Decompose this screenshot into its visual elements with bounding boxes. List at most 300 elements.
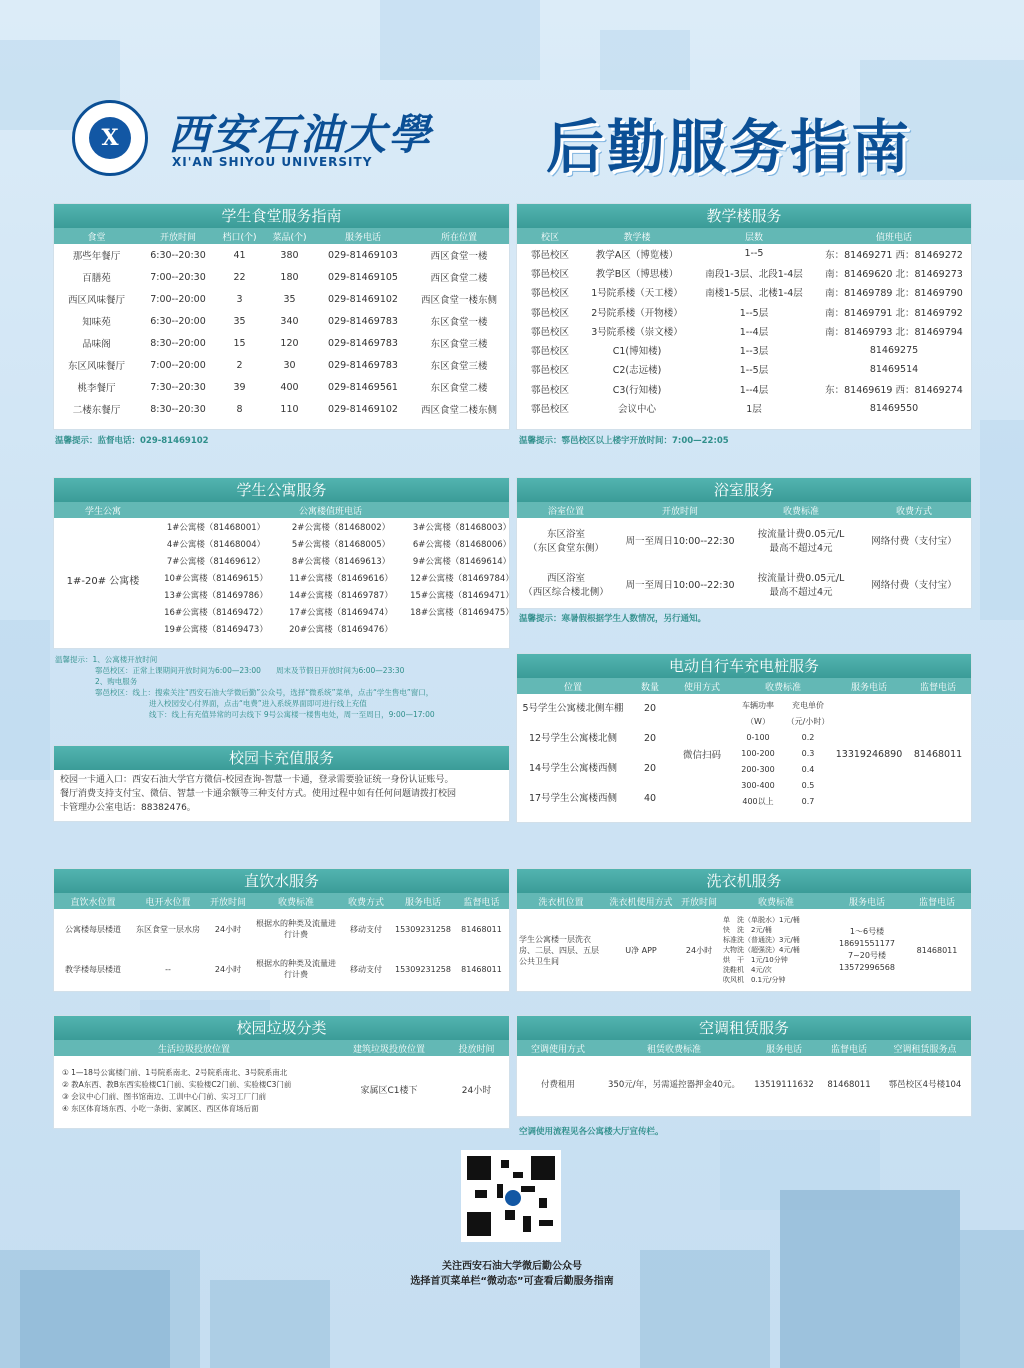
column-header: 收费方式 xyxy=(340,893,392,909)
table-cell xyxy=(745,562,857,606)
table-cell: C2(志远楼) xyxy=(612,365,662,377)
table-cell: 鄠邑校区 xyxy=(530,288,569,300)
column-header: 开放时间 xyxy=(139,228,217,244)
dorm-phone: 16#公寓楼（81469472） xyxy=(164,608,268,618)
dorm-phone: 13#公寓楼（81469786） xyxy=(164,591,268,601)
garbage-location: ② 教A东西、教B东西实验楼C1门前、实验楼C2门前、实验楼C3门前 xyxy=(62,1080,292,1089)
table-cell: 15 xyxy=(233,337,246,349)
table-cell: 8:30--20:30 xyxy=(150,403,206,415)
laundry-supervise-phone: 81468011 xyxy=(916,945,958,955)
fee-header-row xyxy=(733,698,833,714)
column-header: 洗衣机位置 xyxy=(517,893,605,909)
table-cell: -- xyxy=(165,964,171,974)
table-cell: 教学A区（博览楼） xyxy=(595,249,679,261)
table-cell: 南：81469620 北：81469273 xyxy=(825,268,963,280)
bath-location: 东区浴室 xyxy=(546,529,585,540)
fee-price: 0.3 xyxy=(801,749,815,758)
aircon-table xyxy=(517,1040,971,1114)
table-cell: 东：81469271 西：81469272 xyxy=(825,249,963,261)
teaching-panel xyxy=(516,203,972,430)
table-cell: 24小时 xyxy=(214,964,242,974)
table-cell: 029-81469102 xyxy=(328,293,398,305)
table-cell: 东区食堂一层水房 xyxy=(136,924,200,934)
bath-panel xyxy=(516,477,972,609)
column-header: 公寓楼值班电话 xyxy=(152,502,509,518)
table-cell: 西区食堂一楼东侧 xyxy=(420,295,497,306)
dorm-tip-line: 鄠邑校区：线上：搜索关注“西安石油大学微后勤”公众号，选择“微系统”菜单，点击“学生售电”窗口， xyxy=(95,688,434,697)
card-line: 校园一卡通入口：西安石油大学官方微信-校园查询-智慧一卡通，登录需要验证统一身份认证账号。 xyxy=(60,775,454,785)
table-cell: 029-81469561 xyxy=(328,381,398,393)
bath-tip: 温馨提示：寒暑假根据学生人数情况，另行通知。 xyxy=(519,614,707,624)
table-cell: 西区风味餐厅 xyxy=(67,295,125,306)
laundry-phone: 13572996568 xyxy=(839,963,895,972)
table-cell: 029-81469105 xyxy=(328,271,398,283)
laundry-hours: 24小时 xyxy=(685,945,713,955)
table-cell: 鄠邑校区 xyxy=(530,365,569,377)
garbage-location: ③ 会议中心门前、图书馆南边、工训中心门前、实习工厂门前 xyxy=(62,1092,267,1101)
charging-panel xyxy=(516,653,972,823)
fee-price: 0.4 xyxy=(801,765,815,774)
table-cell: 110 xyxy=(280,403,299,415)
column-header: 电开水位置 xyxy=(132,893,204,909)
table-cell: 6:30--20:30 xyxy=(150,249,206,261)
laundry-fee: 烘 干 1元/10分钟 xyxy=(723,956,788,964)
table-row xyxy=(517,283,971,302)
canteen-title: 学生食堂服务指南 xyxy=(54,204,509,228)
dorm-tip-line: 鄠邑校区：正常上课期间开放时间为6:00—23:00 周末及节假日开放时间为6:00—23:30 xyxy=(95,666,405,675)
table-cell: 81469514 xyxy=(869,363,919,375)
table-cell: 1--5 xyxy=(744,248,764,260)
laundry-phone: 1～6号楼 xyxy=(849,927,885,936)
table-cell: 网络付费（支付宝） xyxy=(871,580,957,591)
footer-line-1: 关注西安石油大学微后勤公众号 xyxy=(442,1261,582,1272)
charging-supervise-phone: 81468011 xyxy=(913,748,963,760)
table-cell: 81468011 xyxy=(827,1079,871,1090)
qr-code-icon[interactable] xyxy=(461,1150,561,1242)
laundry-panel xyxy=(516,868,972,992)
table-cell: 东：81469619 西：81469274 xyxy=(825,384,963,396)
table-cell: 1号院系楼（天工楼） xyxy=(591,288,683,300)
table-cell: 南段1-3层、北段1-4层 xyxy=(705,268,803,280)
table-cell: 35 xyxy=(233,315,246,327)
table-cell: 15309231258 xyxy=(395,924,451,934)
charging-count: 20 xyxy=(643,763,657,774)
table-cell: 3号院系楼（崇文楼） xyxy=(591,326,683,338)
laundry-fee: 吹风机 0.1元/分钟 xyxy=(723,976,786,984)
column-header: 监督电话 xyxy=(819,1040,879,1056)
column-header: 洗衣机使用方式 xyxy=(605,893,677,909)
table-cell: 东区风味餐厅 xyxy=(67,361,125,372)
table-cell: 7:00--20:00 xyxy=(150,293,206,305)
column-header: 服务电话 xyxy=(392,893,454,909)
charging-locations xyxy=(517,694,629,814)
bath-fee-cap: 最高不超过4元 xyxy=(769,587,833,598)
bath-location: 西区浴室 xyxy=(546,573,585,584)
bath-location-note: （西区综合楼北侧） xyxy=(523,587,609,598)
fee-price: 0.7 xyxy=(801,797,815,806)
school-name-cn: 西安石油大學 xyxy=(168,110,433,159)
table-cell: 鄠邑校区 xyxy=(530,268,569,280)
aircon-tip: 空调使用流程见各公寓楼大厅宣传栏。 xyxy=(519,1127,664,1137)
charging-count: 40 xyxy=(643,793,657,804)
fee-price: 0.5 xyxy=(801,781,815,790)
card-line: 卡管理办公室电话：88382476。 xyxy=(60,803,196,813)
garbage-location: ④ 东区体育场东西、小吃一条街、家属区、西区体育场后面 xyxy=(62,1104,259,1113)
table-cell: 东区食堂三楼 xyxy=(430,339,488,350)
dorm-label: 1#-20# 公寓楼 xyxy=(66,575,140,587)
column-header: 空调租赁服务点 xyxy=(879,1040,971,1056)
fee-header: 车辆功率 xyxy=(742,701,774,710)
laundry-phone: 7~20号楼 xyxy=(848,951,886,960)
water-title: 直饮水服务 xyxy=(54,869,509,893)
dorm-phone: 7#公寓楼（81469612） xyxy=(166,557,266,567)
table-cell: 西区食堂一楼 xyxy=(430,251,488,262)
fee-power: 400以上 xyxy=(742,797,774,806)
table-row xyxy=(517,321,971,340)
laundry-fee: 标准洗（普通洗）3元/桶 xyxy=(723,936,800,944)
canteen-panel xyxy=(53,203,510,430)
table-cell: 41 xyxy=(233,249,246,261)
teaching-table xyxy=(517,228,971,418)
table-cell: 029-81469783 xyxy=(328,315,398,327)
dorm-tip-line: 线下：线上有充值异常的可去线下 9号公寓楼一楼售电处，周一至周日，9:00—17:00 xyxy=(149,710,435,719)
table-row xyxy=(517,340,971,359)
table-cell: 网络付费（支付宝） xyxy=(871,536,957,547)
laundry-fees xyxy=(723,915,829,985)
table-cell: 那些年餐厅 xyxy=(72,251,121,262)
table-cell: 移动支付 xyxy=(350,924,382,934)
garbage-time: 24小时 xyxy=(461,1085,492,1096)
charging-service-phone: 13319246890 xyxy=(835,748,903,760)
table-row xyxy=(54,376,509,398)
bath-table xyxy=(517,502,971,606)
charging-count: 20 xyxy=(643,733,657,744)
dorm-panel xyxy=(53,477,514,649)
dorm-phone: 20#公寓楼（81469476） xyxy=(289,625,393,635)
bath-location-note: （东区食堂东侧） xyxy=(527,543,604,554)
table-cell: 2号院系楼（开物楼） xyxy=(591,307,683,319)
school-name-en: XI'AN SHIYOU UNIVERSITY xyxy=(172,155,373,169)
table-cell: 鄠邑校区 xyxy=(530,249,569,261)
charging-title: 电动自行车充电桩服务 xyxy=(517,654,971,678)
column-header: 收费方式 xyxy=(857,502,971,518)
column-header: 建筑垃圾投放位置 xyxy=(334,1040,444,1056)
column-header: 食堂 xyxy=(54,228,139,244)
canteen-tip: 温馨提示：监督电话：029-81469102 xyxy=(55,436,209,446)
charging-method: 微信扫码 xyxy=(682,750,721,761)
table-cell xyxy=(517,562,615,606)
dorm-phone: 19#公寓楼（81469473） xyxy=(164,625,268,635)
dorm-title: 学生公寓服务 xyxy=(54,478,509,502)
table-cell: 根据水的种类及流量进行计费 xyxy=(256,959,336,979)
dorm-phone: 17#公寓楼（81469474） xyxy=(289,608,393,618)
table-cell: 鄠邑校区 xyxy=(530,384,569,396)
table-cell: 周一至周日10:00--22:30 xyxy=(625,580,735,591)
table-cell xyxy=(745,518,857,562)
column-header: 浴室位置 xyxy=(517,502,615,518)
table-cell: 鄠邑校区 xyxy=(530,346,569,358)
dorm-phone: 11#公寓楼（81469616） xyxy=(289,574,393,584)
dorm-phone: 8#公寓楼（81469613） xyxy=(291,557,391,567)
laundry-fee: 快 洗 2元/桶 xyxy=(723,926,772,934)
table-cell: 西区食堂二楼 xyxy=(430,273,488,284)
table-cell: 南：81469793 北：81469794 xyxy=(825,326,963,338)
footer-line-2: 选择首页菜单栏“微动态”可查看后勤服务指南 xyxy=(410,1276,614,1287)
university-seal-icon: X xyxy=(72,100,148,176)
charging-location: 17号学生公寓楼西侧 xyxy=(528,793,618,804)
table-cell: 1层 xyxy=(746,404,762,416)
column-header: 学生公寓 xyxy=(54,502,152,518)
column-header: 收费标准 xyxy=(745,502,857,518)
table-cell: 81468011 xyxy=(461,924,502,934)
table-cell: 会议中心 xyxy=(617,404,656,416)
dorm-phone: 2#公寓楼（81468002） xyxy=(291,523,391,533)
column-header: 监督电话 xyxy=(454,893,509,909)
table-cell: 周一至周日10:00--22:30 xyxy=(625,536,735,547)
fee-power: 100-200 xyxy=(741,749,775,758)
table-cell: 7:00--20:00 xyxy=(150,359,206,371)
table-cell: 22 xyxy=(233,271,246,283)
table-row xyxy=(54,288,509,310)
teaching-tip: 温馨提示：鄠邑校区以上楼宇开放时间：7:00—22:05 xyxy=(519,436,729,446)
fee-header: （W） xyxy=(746,717,770,726)
column-header: 校区 xyxy=(517,228,583,244)
laundry-fee: 洗鞋机 4元/次 xyxy=(723,966,772,974)
teaching-title: 教学楼服务 xyxy=(517,204,971,228)
table-cell: 鄠邑校区4号楼104 xyxy=(888,1079,962,1090)
column-header: 服务电话 xyxy=(831,893,903,909)
table-cell: 81468011 xyxy=(461,964,502,974)
column-header: 服务电话 xyxy=(749,1040,819,1056)
column-header: 监督电话 xyxy=(905,678,971,694)
table-cell: 029-81469783 xyxy=(328,359,398,371)
dorm-phone: 18#公寓楼（81469475） xyxy=(410,608,514,618)
column-header: 开放时间 xyxy=(615,502,745,518)
table-row xyxy=(517,263,971,282)
table-cell: 1--5层 xyxy=(739,365,769,377)
dorm-phone: 6#公寓楼（81468006） xyxy=(412,540,512,550)
column-header: 使用方式 xyxy=(671,678,733,694)
laundry-method: U净 APP xyxy=(625,945,657,955)
table-cell: 知味苑 xyxy=(82,317,111,328)
table-cell: 根据水的种类及流量进行计费 xyxy=(256,919,336,939)
table-cell: 品味阁 xyxy=(82,339,111,350)
dorm-phone: 5#公寓楼（81468005） xyxy=(291,540,391,550)
laundry-title: 洗衣机服务 xyxy=(517,869,971,893)
column-header: 值班电话 xyxy=(817,228,971,244)
column-header: 租赁收费标准 xyxy=(599,1040,749,1056)
table-cell: 7:30--20:30 xyxy=(150,381,206,393)
fee-row xyxy=(733,730,833,746)
dorm-phone: 10#公寓楼（81469615） xyxy=(164,574,268,584)
table-cell: 120 xyxy=(280,337,299,349)
column-header: 数量 xyxy=(629,678,671,694)
table-cell: 教学B区（博思楼） xyxy=(595,268,679,280)
column-header: 层数 xyxy=(691,228,817,244)
fee-row xyxy=(733,778,833,794)
table-cell: 教学楼每层楼道 xyxy=(65,964,121,974)
dorm-phone: 15#公寓楼（81469471） xyxy=(410,591,514,601)
table-cell: 西区食堂二楼东侧 xyxy=(420,405,497,416)
table-cell: 30 xyxy=(283,359,296,371)
table-cell: 1--3层 xyxy=(739,346,769,358)
laundry-location: 学生公寓楼一层洗衣房、二层、四层、五层公共卫生间 xyxy=(519,934,599,966)
table-cell: 81469550 xyxy=(869,402,919,414)
laundry-phone: 18691551177 xyxy=(839,939,895,948)
table-cell: 东区食堂二楼 xyxy=(430,383,488,394)
garbage-location: ① 1—18号公寓楼门前、1号院系南北、2号院系南北、3号院系南北 xyxy=(62,1068,288,1077)
table-row xyxy=(517,379,971,398)
dorm-tip-line: 进入校园安心付界面，点击“电费”进入系统界面即可进行线上充值 xyxy=(149,699,367,708)
bath-fee-cap: 最高不超过4元 xyxy=(769,543,833,554)
table-cell: 1--5层 xyxy=(739,307,769,319)
column-header: 生活垃圾投放位置 xyxy=(54,1040,334,1056)
column-header: 开放时间 xyxy=(204,893,252,909)
table-cell: 8 xyxy=(236,403,243,415)
table-row xyxy=(54,354,509,376)
laundry-fee: 大物洗（超强洗）4元/桶 xyxy=(723,946,800,954)
table-cell: 380 xyxy=(280,249,299,261)
table-cell: 81469275 xyxy=(869,344,919,356)
table-cell: 鄠邑校区 xyxy=(530,307,569,319)
page-title: 后勤服务指南 xyxy=(546,113,913,181)
table-cell: 1--4层 xyxy=(739,384,769,396)
table-row xyxy=(517,302,971,321)
garbage-locations xyxy=(56,1067,332,1115)
table-row xyxy=(54,266,509,288)
column-header: 教学楼 xyxy=(583,228,691,244)
table-cell: 39 xyxy=(233,381,246,393)
table-cell: 13519111632 xyxy=(754,1079,814,1090)
garbage-building: 家属区C1楼下 xyxy=(360,1085,418,1096)
table-row xyxy=(517,360,971,379)
table-cell: 15309231258 xyxy=(395,964,451,974)
laundry-fee: 单 洗（单脱水）1元/桶 xyxy=(723,916,800,924)
header xyxy=(0,0,1024,200)
dorm-tip-line: 2、购电服务 xyxy=(95,677,138,686)
table-row xyxy=(54,909,509,949)
table-cell: 南：81469789 北：81469790 xyxy=(825,288,963,300)
table-cell: 鄠邑校区 xyxy=(530,326,569,338)
dorm-phone: 3#公寓楼（81468003） xyxy=(412,523,512,533)
aircon-title: 空调租赁服务 xyxy=(517,1016,971,1040)
column-header: 开放时间 xyxy=(677,893,721,909)
table-cell: 24小时 xyxy=(214,924,242,934)
fee-row xyxy=(733,794,833,810)
dorm-phone: 4#公寓楼（81468004） xyxy=(166,540,266,550)
table-row xyxy=(517,562,971,606)
water-panel xyxy=(53,868,510,992)
table-cell: 400 xyxy=(280,381,299,393)
dorm-tip-line: 温馨提示：1、公寓楼开放时间 xyxy=(55,655,158,664)
table-cell: 6:30--20:00 xyxy=(150,315,206,327)
table-cell: 南楼1-5层、北楼1-4层 xyxy=(705,288,803,300)
table-cell: 东区食堂一楼 xyxy=(430,317,488,328)
canteen-table xyxy=(54,228,509,420)
column-header: 直饮水位置 xyxy=(54,893,132,909)
table-cell: 桃李餐厅 xyxy=(77,383,116,394)
charging-location: 12号学生公寓楼北侧 xyxy=(528,733,618,744)
fee-power: 300-400 xyxy=(741,781,775,790)
dorm-phone: 1#公寓楼（81468001） xyxy=(166,523,266,533)
fee-header: 充电单价 xyxy=(792,701,824,710)
table-cell: C3(行知楼) xyxy=(612,384,662,396)
card-panel xyxy=(53,745,510,822)
bath-title: 浴室服务 xyxy=(517,478,971,502)
dorm-phone: 12#公寓楼（81469784） xyxy=(410,574,514,584)
table-cell: 东区食堂三楼 xyxy=(430,361,488,372)
column-header: 收费标准 xyxy=(733,678,833,694)
table-cell: 029-81469103 xyxy=(328,249,398,261)
column-header: 服务电话 xyxy=(833,678,905,694)
charging-location: 5号学生公寓楼北侧车棚 xyxy=(522,703,624,714)
charging-location: 14号学生公寓楼西侧 xyxy=(528,763,618,774)
column-header: 收费标准 xyxy=(252,893,340,909)
column-header: 位置 xyxy=(517,678,629,694)
fee-header: （元/小时） xyxy=(786,717,830,726)
charging-table xyxy=(517,678,971,814)
table-cell: 350元/年，另需遥控器押金40元。 xyxy=(608,1079,740,1090)
column-header: 服务电话 xyxy=(317,228,409,244)
column-header: 监督电话 xyxy=(903,893,971,909)
dorm-phone: 14#公寓楼（81469787） xyxy=(289,591,393,601)
table-cell: 029-81469102 xyxy=(328,403,398,415)
table-row xyxy=(54,244,509,266)
dorm-tips xyxy=(55,654,515,720)
charging-count: 20 xyxy=(643,703,657,714)
column-header: 投放时间 xyxy=(444,1040,509,1056)
table-cell: 百膳苑 xyxy=(82,273,111,284)
table-cell: 2 xyxy=(236,359,243,371)
dorm-table xyxy=(54,502,514,640)
table-cell: 公寓楼每层楼道 xyxy=(65,924,121,934)
dorm-phone: 9#公寓楼（81469614） xyxy=(412,557,512,567)
garbage-panel xyxy=(53,1015,510,1129)
column-header: 收费标准 xyxy=(721,893,831,909)
card-title: 校园卡充值服务 xyxy=(54,746,509,770)
water-table xyxy=(54,893,509,989)
table-cell: 029-81469783 xyxy=(328,337,398,349)
laundry-table xyxy=(517,893,971,991)
table-cell: 1--4层 xyxy=(739,326,769,338)
card-text xyxy=(54,770,509,818)
garbage-table xyxy=(54,1040,509,1126)
table-cell: 340 xyxy=(280,315,299,327)
bath-fee: 按流量计费0.05元/L xyxy=(757,529,845,540)
table-cell: 8:30--20:00 xyxy=(150,337,206,349)
column-header: 档口(个) xyxy=(217,228,262,244)
fee-price: 0.2 xyxy=(801,733,815,742)
table-cell xyxy=(517,518,615,562)
bath-fee: 按流量计费0.05元/L xyxy=(757,573,845,584)
table-row xyxy=(517,244,971,263)
fee-row xyxy=(733,762,833,778)
fee-header-row xyxy=(733,714,833,730)
fee-power: 0-100 xyxy=(746,733,770,742)
table-row xyxy=(517,398,971,417)
table-row xyxy=(54,949,509,989)
table-cell: 35 xyxy=(283,293,296,305)
table-cell: C1(博知楼) xyxy=(612,346,662,358)
card-line: 餐厅消费支持支付宝、微信、智慧一卡通余额等三种支付方式。使用过程中如有任何问题请拨打校园 xyxy=(60,789,457,799)
fee-row xyxy=(733,746,833,762)
table-cell: 付费租用 xyxy=(540,1079,575,1090)
table-cell: 180 xyxy=(280,271,299,283)
table-row xyxy=(54,310,509,332)
table-cell: 二楼东餐厅 xyxy=(72,405,121,416)
column-header: 菜品(个) xyxy=(262,228,317,244)
garbage-title: 校园垃圾分类 xyxy=(54,1016,509,1040)
